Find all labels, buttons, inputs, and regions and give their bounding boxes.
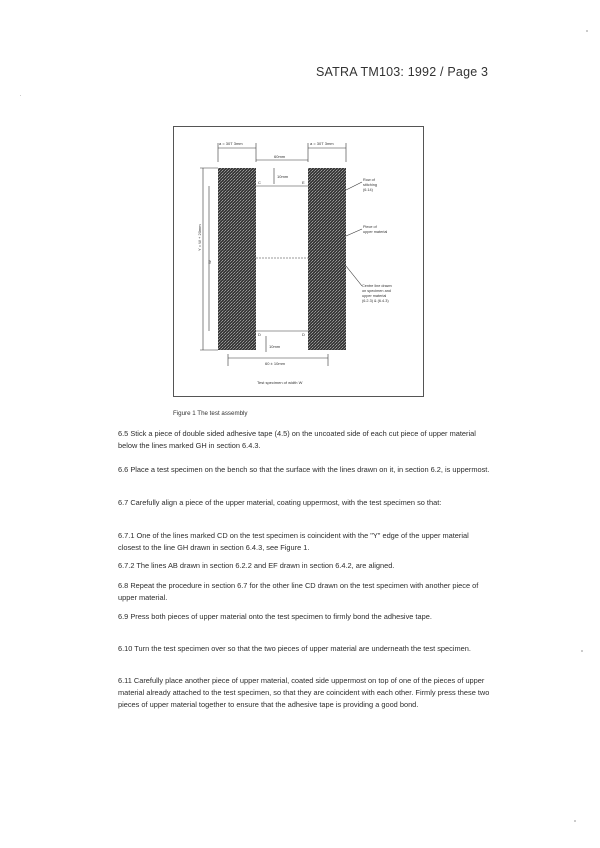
para-6-10: 6.10 Turn the test specimen over so that the two pieces of upper material are underneath the test specimen.: [118, 644, 471, 653]
figure-caption: Figure 1 The test assembly: [173, 410, 248, 417]
vertical-w-label: W: [207, 260, 212, 264]
centre-line-2: on specimen and: [362, 289, 391, 293]
centre-line-4: (6.2.3) & (6.4.3): [362, 299, 389, 303]
row-stitching-3: (6.14): [363, 188, 373, 192]
top-gap-label: 10mm: [277, 174, 289, 179]
scan-speck: [574, 820, 576, 822]
para-6-5: 6.5 Stick a piece of double sided adhesive tape (4.5) on the uncoated side of each cut piece of upper material below the lines marked GH in section 6.4.3.: [118, 429, 476, 450]
specimen-label: Test specimen of width W: [257, 380, 303, 385]
para-6-7-1: 6.7.1 One of the lines marked CD on the test specimen is coincident with the "Y" edge of the upper material closest to the line GH drawn in section 6.4.3, see Figure 1.: [118, 531, 469, 552]
bottom-gap-label: 10mm: [269, 344, 281, 349]
para-6-7-2: 6.7.2 The lines AB drawn in section 6.2.2 and EF drawn in section 6.4.2, are aligned.: [118, 561, 395, 570]
para-6-11: 6.11 Carefully place another piece of upper material, coated side uppermost on top of one of the pieces of upper material already attached to the test specimen, so that they are coincident with each other. Firmly press these two pieces of upper material together to ensure that the adhesive tape is providing a good bond.: [118, 676, 490, 709]
specimen-outline: [256, 186, 308, 331]
upper-material-right: [308, 168, 346, 350]
scan-speck: [581, 650, 583, 652]
scan-speck: [20, 95, 21, 96]
upper-material-left: [218, 168, 256, 350]
gap-label: 60mm: [274, 154, 286, 159]
piece-upper-2: upper material: [363, 230, 388, 234]
dim-right-label: a = 30T 3mm: [310, 141, 334, 146]
letter-d-left: D: [258, 332, 261, 337]
centre-line-1: Centre line drawn: [362, 284, 392, 288]
para-6-7: 6.7 Carefully align a piece of the upper material, coating uppermost, with the test specimen so that:: [118, 498, 442, 507]
dim-left-label: a = 30T 3mm: [219, 141, 243, 146]
letter-e: E: [302, 180, 305, 185]
para-6-6: 6.6 Place a test specimen on the bench so that the surface with the lines drawn on it, in section 6.2, is uppermost.: [118, 465, 490, 474]
test-assembly-figure: [173, 126, 424, 397]
row-stitching-1: Row of: [363, 178, 375, 182]
scan-speck: [586, 30, 588, 32]
letter-c: C: [258, 180, 261, 185]
piece-upper-1: Piece of: [363, 225, 377, 229]
svg-text:Piece of upper material: [363, 225, 387, 234]
para-6-8: 6.8 Repeat the procedure in section 6.7 for the other line CD drawn on the test specimen with another piece of upper material.: [118, 581, 479, 602]
vertical-y-label: Y = W + 20mm: [197, 224, 202, 251]
letter-d-right: D: [302, 332, 305, 337]
width-bottom-label: 60 ± 10mm: [265, 361, 285, 366]
page-header: SATRA TM103: 1992 / Page 3: [316, 65, 489, 79]
centre-line-3: upper material: [362, 294, 387, 298]
svg-text:Row of stitching (6.14: [363, 178, 378, 192]
svg-text:Centre line drawn on speci: [362, 284, 393, 303]
row-stitching-2: stitching: [363, 183, 377, 187]
para-6-9: 6.9 Press both pieces of upper material onto the test specimen to firmly bond the adhesive tape.: [118, 612, 432, 621]
